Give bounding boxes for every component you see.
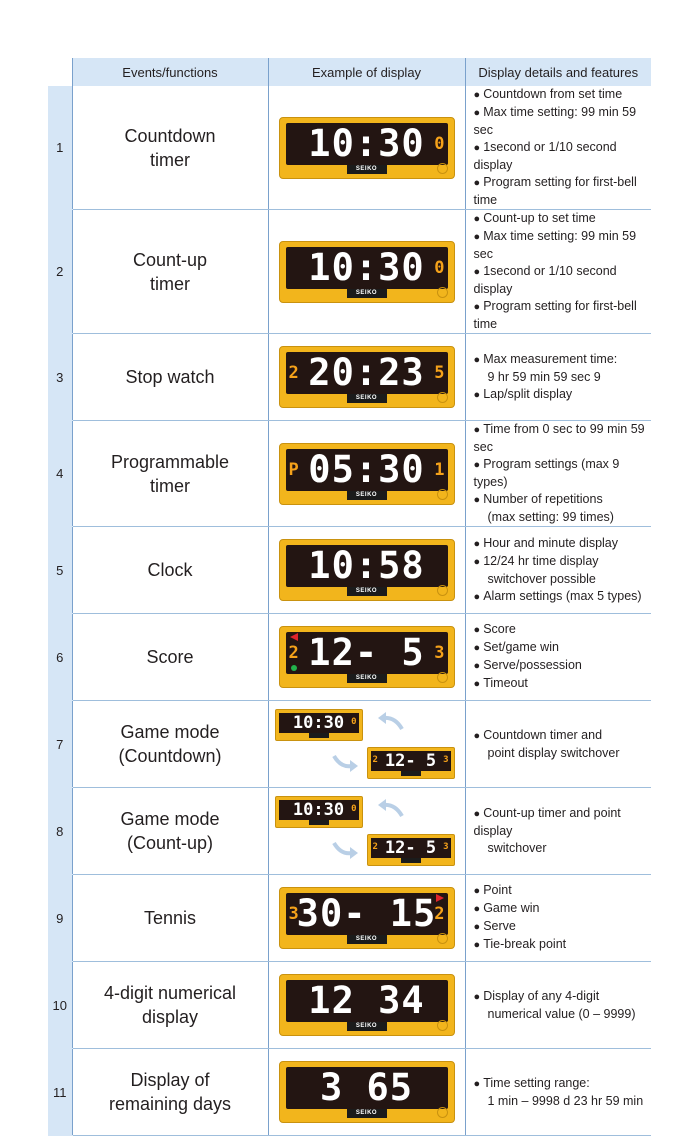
mini-score-screen <box>371 838 451 858</box>
event-name-line: Display of <box>130 1070 210 1090</box>
scoreboard-screen <box>286 449 448 491</box>
example-display <box>268 614 465 701</box>
detail-text: Number of repetitions <box>483 492 603 506</box>
detail-item <box>474 263 652 298</box>
event-name-line: (Countdown) <box>118 746 222 766</box>
table-row <box>48 701 651 788</box>
event-name-line: timer <box>150 149 190 170</box>
detail-text: Set/game win <box>483 640 559 654</box>
details-cell <box>465 788 651 875</box>
sensor-icon <box>437 163 448 174</box>
scoreboard-device <box>279 241 455 303</box>
game-mode-illustration <box>269 788 466 874</box>
scoreboard-screen <box>286 980 448 1022</box>
detail-text: Max time setting: 99 min 59 sec <box>473 229 637 261</box>
detail-item <box>474 900 652 918</box>
table-row <box>48 962 651 1049</box>
detail-item <box>474 727 652 745</box>
main-digits: 10:30 <box>308 245 425 289</box>
event-name-line: Game mode <box>120 722 220 742</box>
scoreboard-screen <box>286 632 448 674</box>
table-body <box>48 86 651 1136</box>
detail-item <box>474 882 652 900</box>
details-cell <box>465 701 651 788</box>
mini-timer-right-digit: 0 <box>351 804 357 814</box>
example-display <box>268 701 465 788</box>
sensor-icon <box>437 392 448 403</box>
row-number: 2 <box>48 210 72 334</box>
detail-item <box>474 386 652 404</box>
sensor-icon <box>437 585 448 596</box>
detail-text: Serve/possession <box>483 658 582 672</box>
detail-item <box>474 456 652 491</box>
event-name-line: Count-up <box>132 249 208 270</box>
detail-continuation: switchover <box>487 841 547 855</box>
event-name <box>72 86 268 210</box>
bullet-icon: ● <box>473 808 484 820</box>
brand-logo: SEIKO <box>347 674 387 683</box>
detail-text: Game win <box>483 901 540 915</box>
detail-text: Display of any 4-digit <box>483 988 600 1003</box>
detail-text: Score <box>483 622 516 636</box>
detail-item <box>474 351 652 369</box>
detail-text: Program setting for first-bell time <box>473 175 637 207</box>
row-number: 11 <box>48 1049 72 1136</box>
table-row <box>48 210 651 334</box>
detail-text: Tie-break point <box>483 937 567 951</box>
left-digit: 3 <box>288 904 299 924</box>
main-digits: 10:58 <box>308 544 425 587</box>
scoreboard-device <box>279 539 455 601</box>
bullet-icon: ● <box>473 213 484 225</box>
row-number: 3 <box>48 334 72 421</box>
scoreboard-device <box>279 443 455 505</box>
event-name-line: Clock <box>147 560 193 580</box>
brand-logo: SEIKO <box>347 165 387 174</box>
mini-timer-right-digit: 0 <box>351 717 357 727</box>
example-display <box>268 788 465 875</box>
row-number: 8 <box>48 788 72 875</box>
bullet-icon: ● <box>473 353 484 366</box>
scoreboard-screen <box>286 545 448 587</box>
detail-item <box>474 491 652 509</box>
row-number: 9 <box>48 875 72 962</box>
right-digit: 5 <box>434 363 445 383</box>
main-digits: 30- 15 <box>296 892 437 935</box>
row-number: 1 <box>48 86 72 210</box>
mini-score-right-digit: 3 <box>443 842 449 852</box>
detail-continuation: point display switchover <box>487 745 620 760</box>
example-display <box>268 527 465 614</box>
table-row <box>48 614 651 701</box>
table-row <box>48 86 651 210</box>
sensor-icon <box>437 1107 448 1118</box>
mini-timer-digits: 10:30 <box>292 800 345 820</box>
left-digit: 2 <box>288 363 299 383</box>
example-display <box>268 1049 465 1136</box>
detail-item <box>474 228 652 263</box>
bullet-icon: ● <box>473 624 484 636</box>
detail-item <box>474 588 652 606</box>
bullet-icon: ● <box>473 301 484 313</box>
bullet-icon: ● <box>473 642 484 654</box>
mini-score-left-digit: 2 <box>372 842 378 852</box>
scoreboard-screen <box>286 1067 448 1109</box>
detail-continuation: numerical value (0 – 9999) <box>487 1006 636 1021</box>
bullet-icon: ● <box>473 459 484 471</box>
event-name-line: (Count-up) <box>126 833 214 853</box>
detail-text: 1second or 1/10 second display <box>473 140 617 172</box>
details-cell <box>465 875 651 962</box>
bullet-icon: ● <box>473 678 484 690</box>
main-digits: 12- 5 <box>308 631 425 674</box>
feature-table-sheet <box>48 58 651 1136</box>
mini-score-right-digit: 3 <box>443 755 449 765</box>
event-name <box>72 701 268 788</box>
right-digit: 3 <box>434 643 445 663</box>
detail-text: Max time setting: 99 min 59 sec <box>473 105 637 137</box>
scoreboard-device <box>279 117 455 179</box>
example-display <box>268 875 465 962</box>
header-events: Events/functions <box>72 58 268 86</box>
header-number <box>48 58 72 86</box>
mini-score-digits: 12- 5 <box>384 838 437 858</box>
event-name-line: timer <box>150 273 190 294</box>
mini-score-digits: 12- 5 <box>384 751 437 771</box>
sensor-icon <box>437 672 448 683</box>
header-example: Example of display <box>268 58 465 86</box>
switch-arrow-up-icon <box>375 711 405 731</box>
right-digit: 2 <box>434 904 445 924</box>
detail-item <box>474 805 652 840</box>
detail-item <box>474 553 652 571</box>
bullet-icon: ● <box>473 537 484 550</box>
detail-text: Program setting for first-bell time <box>473 299 637 331</box>
event-name-line: Countdown <box>124 125 216 146</box>
bullet-icon: ● <box>473 1077 484 1090</box>
scoreboard-device <box>279 974 455 1036</box>
mini-timer-device <box>275 709 363 741</box>
scoreboard-device <box>279 1061 455 1123</box>
mini-timer-digits: 10:30 <box>292 713 345 733</box>
table-row <box>48 421 651 527</box>
bullet-icon: ● <box>473 142 484 154</box>
detail-item <box>474 210 652 228</box>
scoreboard-device <box>279 346 455 408</box>
detail-text: Time setting range: <box>483 1075 590 1090</box>
detail-text: 12/24 hr time display <box>483 553 599 568</box>
detail-item <box>474 298 652 333</box>
left-digit: P <box>288 459 299 480</box>
detail-item <box>474 988 652 1006</box>
mini-brand <box>401 858 421 863</box>
event-name-line: display <box>141 1007 199 1027</box>
game-mode-illustration <box>269 701 466 787</box>
detail-text: Program settings (max 9 types) <box>473 457 620 489</box>
scoreboard-screen <box>286 352 448 394</box>
serve-dot-icon <box>291 665 297 671</box>
event-name <box>72 527 268 614</box>
detail-item <box>474 918 652 936</box>
mini-score-device <box>367 834 455 866</box>
main-digits: 10:30 <box>308 121 425 165</box>
detail-text: Countdown from set time <box>483 87 623 101</box>
detail-continuation: switchover possible <box>487 571 596 586</box>
bullet-icon: ● <box>473 729 484 742</box>
mini-score-screen <box>371 751 451 771</box>
event-name-line: Tennis <box>143 908 197 928</box>
switch-arrow-up-icon <box>375 798 405 818</box>
bullet-icon: ● <box>473 424 484 436</box>
mini-score-left-digit: 2 <box>372 755 378 765</box>
bullet-icon: ● <box>473 903 484 915</box>
sensor-icon <box>437 489 448 500</box>
detail-item <box>474 535 652 553</box>
main-digits: 20:23 <box>308 351 425 394</box>
event-name-line: timer <box>150 475 190 496</box>
event-name-line: Programmable <box>110 451 230 472</box>
event-name <box>72 421 268 527</box>
left-digit: 2 <box>288 643 299 663</box>
row-number: 10 <box>48 962 72 1049</box>
bullet-icon: ● <box>473 388 484 401</box>
detail-item <box>474 639 652 657</box>
scoreboard-screen <box>286 893 448 935</box>
event-name <box>72 210 268 334</box>
detail-text: Point <box>483 883 512 897</box>
bullet-icon: ● <box>473 921 484 933</box>
detail-continuation: 1 min – 9998 d 23 hr 59 min <box>487 1093 644 1108</box>
detail-item <box>474 421 652 456</box>
bullet-icon: ● <box>473 939 484 951</box>
switch-arrow-down-icon <box>331 753 361 773</box>
mini-timer-device <box>275 796 363 828</box>
details-cell <box>465 421 651 527</box>
scoreboard-device <box>279 626 455 688</box>
detail-item <box>474 621 652 639</box>
detail-item <box>474 139 652 174</box>
detail-continuation: (max setting: 99 times) <box>487 510 614 524</box>
scoreboard-screen <box>286 123 448 165</box>
bullet-icon: ● <box>473 555 484 568</box>
detail-text: Hour and minute display <box>483 535 618 550</box>
brand-logo: SEIKO <box>347 491 387 500</box>
mini-brand <box>309 820 329 825</box>
serve-flag-icon <box>436 894 444 902</box>
detail-text: Max measurement time: <box>483 351 618 366</box>
detail-item <box>474 675 652 693</box>
event-name-line: Game mode <box>120 809 220 829</box>
row-number: 7 <box>48 701 72 788</box>
event-name <box>72 788 268 875</box>
mini-score-device <box>367 747 455 779</box>
mini-timer-screen <box>279 713 359 733</box>
mini-brand <box>309 733 329 738</box>
detail-text: Countdown timer and <box>483 727 603 742</box>
event-name <box>72 334 268 421</box>
event-name <box>72 614 268 701</box>
bullet-icon: ● <box>473 990 484 1003</box>
details-cell <box>465 962 651 1049</box>
bullet-icon: ● <box>473 231 484 243</box>
detail-item <box>474 86 652 104</box>
detail-text: Count-up timer and point display <box>473 806 621 838</box>
main-digits: 3 65 <box>319 1066 414 1109</box>
example-display <box>268 962 465 1049</box>
details-cell <box>465 527 651 614</box>
brand-logo: SEIKO <box>347 1109 387 1118</box>
mini-timer-screen <box>279 800 359 820</box>
event-name <box>72 875 268 962</box>
table-row <box>48 334 651 421</box>
event-name <box>72 1049 268 1136</box>
sensor-icon <box>437 1020 448 1031</box>
detail-text: Timeout <box>483 676 528 690</box>
scoreboard-device <box>279 887 455 949</box>
right-digit: 1 <box>434 459 445 480</box>
brand-logo: SEIKO <box>347 289 387 298</box>
detail-text: Lap/split display <box>483 386 573 401</box>
bullet-icon: ● <box>473 590 484 603</box>
table-row <box>48 1049 651 1136</box>
detail-item <box>474 104 652 139</box>
table-row <box>48 527 651 614</box>
detail-item <box>474 936 652 954</box>
bullet-icon: ● <box>473 660 484 672</box>
row-number: 6 <box>48 614 72 701</box>
header-details: Display details and features <box>465 58 651 86</box>
event-name <box>72 962 268 1049</box>
row-number: 4 <box>48 421 72 527</box>
detail-text: Alarm settings (max 5 types) <box>483 588 642 603</box>
bullet-icon: ● <box>473 266 484 278</box>
scoreboard-screen <box>286 247 448 289</box>
bullet-icon: ● <box>473 107 484 119</box>
feature-table <box>48 58 651 1136</box>
bullet-icon: ● <box>473 89 484 101</box>
table-row <box>48 788 651 875</box>
example-display <box>268 334 465 421</box>
detail-text: Time from 0 sec to 99 min 59 sec <box>473 422 645 454</box>
row-number: 5 <box>48 527 72 614</box>
sensor-icon <box>437 287 448 298</box>
bullet-icon: ● <box>473 494 484 506</box>
event-name-line: Stop watch <box>125 367 215 387</box>
event-name-line: 4-digit numerical <box>103 983 237 1003</box>
detail-text: Serve <box>483 919 516 933</box>
details-cell <box>465 614 651 701</box>
brand-logo: SEIKO <box>347 1022 387 1031</box>
detail-item <box>474 657 652 675</box>
table-row <box>48 875 651 962</box>
possession-flag-icon <box>290 633 298 641</box>
detail-item <box>474 1075 652 1093</box>
main-digits: 05:30 <box>308 447 425 491</box>
detail-text: Count-up to set time <box>483 211 596 225</box>
details-cell <box>465 86 651 210</box>
switch-arrow-down-icon <box>331 840 361 860</box>
event-name-line: Score <box>146 647 194 667</box>
brand-logo: SEIKO <box>347 394 387 403</box>
mini-brand <box>401 771 421 776</box>
details-cell <box>465 1049 651 1136</box>
details-cell <box>465 334 651 421</box>
right-digit: 0 <box>434 133 445 154</box>
detail-item <box>474 174 652 209</box>
example-display <box>268 421 465 527</box>
brand-logo: SEIKO <box>347 935 387 944</box>
example-display <box>268 86 465 210</box>
right-digit: 0 <box>434 257 445 278</box>
example-display <box>268 210 465 334</box>
detail-text: 1second or 1/10 second display <box>473 264 617 296</box>
header-row <box>48 58 651 86</box>
sensor-icon <box>437 933 448 944</box>
brand-logo: SEIKO <box>347 587 387 596</box>
detail-continuation: 9 hr 59 min 59 sec 9 <box>487 369 601 384</box>
main-digits: 12 34 <box>308 979 425 1022</box>
bullet-icon: ● <box>473 885 484 897</box>
bullet-icon: ● <box>473 177 484 189</box>
details-cell <box>465 210 651 334</box>
event-name-line: remaining days <box>108 1094 232 1114</box>
